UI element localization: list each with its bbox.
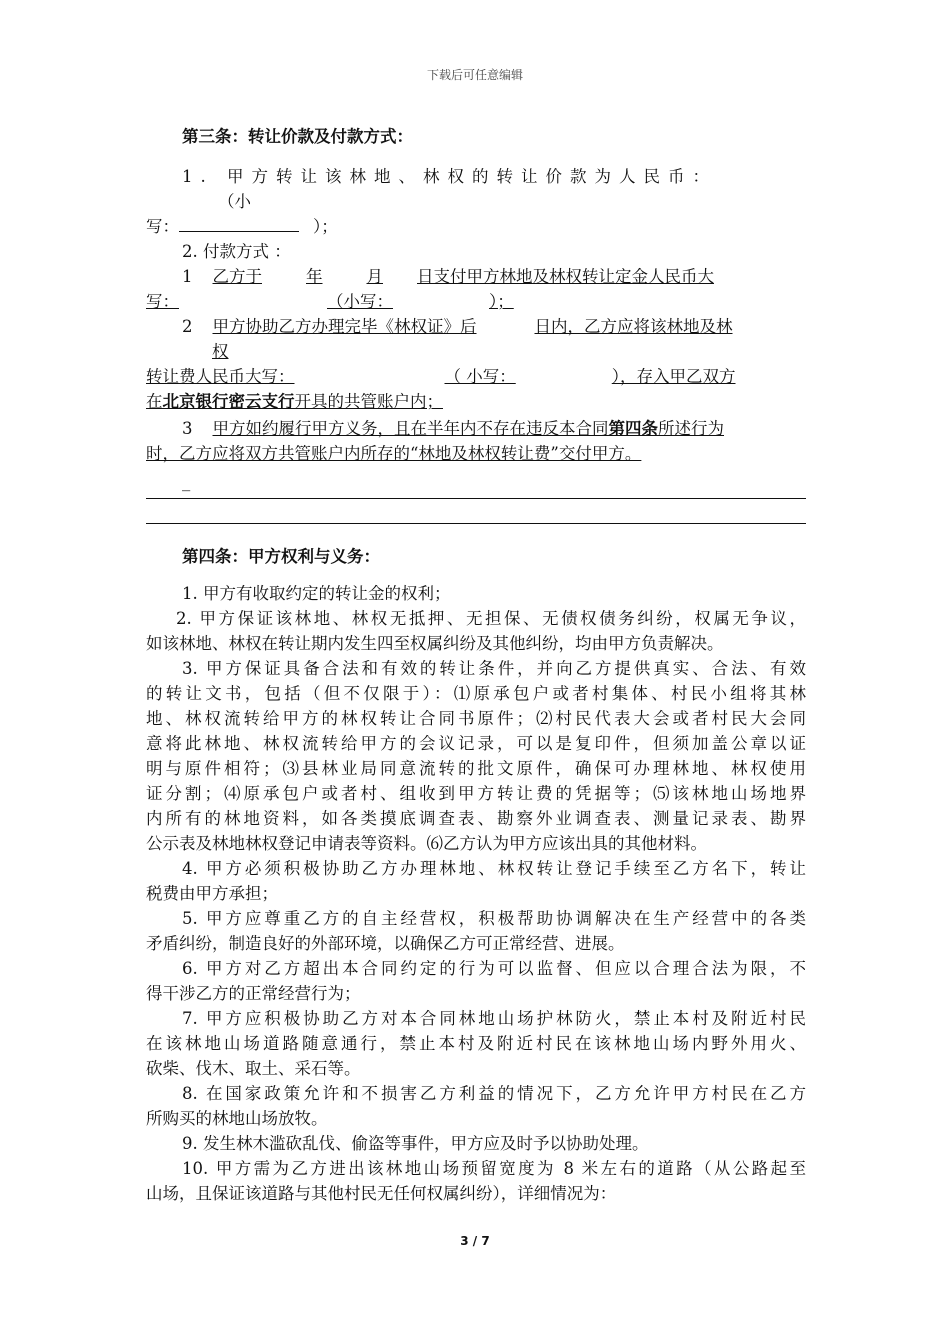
- section4-line: 内所有的林地资料，如各类摸底调查表、勘察外业调查表、测量记录表、勘界: [146, 809, 806, 828]
- section4-line: 矛盾纠纷，制造良好的外部环境，以确保乙方可正常经营、进展。: [146, 934, 625, 953]
- section4-body: [146, 581, 806, 1206]
- payment-3-line2: 时，乙方应将双方共管账户内所存的“林地及林权转让费”交付甲方。: [146, 444, 642, 463]
- payment-2-line3: 转让费人民币大写： （ 小写： ），存入甲乙双方: [146, 367, 736, 386]
- section4-line: 明与原件相符；⑶县林业局同意流转的批文原件，确保可办理林地、林权使用: [146, 759, 806, 778]
- payment-1-line2: 写： （小写： ）；: [146, 292, 514, 311]
- payment-3-num: 3: [182, 419, 193, 438]
- dash-mark: _: [182, 472, 191, 491]
- section4-line: 地、林权流转给甲方的林权转让合同书原件；⑵村民代表大会或者村民大会同: [146, 709, 806, 728]
- section4-line: 10. 甲方需为乙方进出该林地山场预留宽度为 8 米左右的道路（从公路起至: [182, 1159, 806, 1178]
- section4-line: 证分割；⑷原承包户或者村、组收到甲方转让费的凭据等；⑸该林地山场地界: [146, 784, 806, 803]
- item1-paren: （小: [218, 192, 251, 211]
- section4-line: 砍柴、伐木、取土、采石等。: [146, 1059, 361, 1078]
- section3-item1-line3: [146, 214, 806, 239]
- section4-line: 所购买的林地山场放牧。: [146, 1109, 328, 1128]
- payment-1-text: 乙方于 年 月 日支付甲方林地及林权转让定金人民币大: [212, 267, 714, 286]
- section4-line: 公示表及林地林权登记申请表等资料。⑹乙方认为甲方应该出具的其他材料。: [146, 834, 707, 853]
- section4-line: 2. 甲方保证该林地、林权无抵押、无担保、无债权债务纠纷，权属无争议，: [176, 609, 806, 628]
- payment-3-line1: 3 甲方如约履行甲方义务，且在半年内不存在违反本合同第四条所述行为: [182, 419, 724, 438]
- document-body: [146, 124, 806, 1206]
- bank-name: 北京银行密云支行: [162, 392, 295, 411]
- section4-line: 5. 甲方应尊重乙方的自主经营权，积极帮助协调解决在生产经营中的各类: [182, 909, 806, 928]
- section4-line: 7. 甲方应积极协助乙方对本合同林地山场护林防火，禁止本村及附近村民: [182, 1009, 806, 1028]
- section4-line: 意将此林地、林权流转给甲方的会议记录，可以是复印件，但须加盖公章以证: [146, 734, 806, 753]
- section3-item1-line2: [146, 189, 806, 214]
- section4-line: 8. 在国家政策允许和不损害乙方利益的情况下，乙方允许甲方村民在乙方: [182, 1084, 806, 1103]
- section4-line: 得干涉乙方的正常经营行为；: [146, 984, 361, 1003]
- section3-item2: 2. 付款方式 ：: [182, 242, 291, 261]
- section4-line: 在该林地山场道路随意通行，禁止本村及附近村民在该林地山场内野外用火、: [146, 1034, 806, 1053]
- section3-heading: 第三条：转让价款及付款方式：: [182, 127, 413, 146]
- item1-text: 1. 甲方转让该林地、林权的转让价款为人民币：: [182, 167, 717, 186]
- section4-line: 1. 甲方有收取约定的转让金的权利；: [182, 584, 451, 603]
- section4-line: 税费由甲方承担；: [146, 884, 278, 903]
- section4-heading: 第四条：甲方权利与义务：: [182, 547, 380, 566]
- section4-line: 的转让文书，包括（但不仅限于）：⑴原承包户或者村集体、村民小组将其林: [146, 684, 806, 703]
- section4-line: 6. 甲方对乙方超出本合同约定的行为可以监督、但应以合理合法为限，不: [182, 959, 806, 978]
- amount-blank: [179, 217, 299, 232]
- payment-1-num: 1: [182, 267, 193, 286]
- section4-line: 3. 甲方保证具备合法和有效的转让条件，并向乙方提供真实、合法、有效: [182, 659, 806, 678]
- payment-1-line1: [146, 264, 806, 289]
- payment-2-line4: 在北京银行密云支行开具的共管账户内；: [146, 392, 443, 411]
- page-header: 下载后可任意编辑: [426, 68, 523, 82]
- payment-2-num: 2: [182, 317, 193, 336]
- item1-close: ）；: [313, 217, 338, 236]
- item1-label: 写：: [146, 217, 179, 236]
- section3-item1-line1: [146, 164, 806, 189]
- section4-line: 9. 发生林木滥砍乱伐、偷盗等事件，甲方应及时予以协助处理。: [182, 1134, 649, 1153]
- section4-line: 如该林地、林权在转让期内发生四至权属纠纷及其他纠纷，均由甲方负责解决。: [146, 634, 724, 653]
- payment-2-line2: 权: [212, 342, 229, 361]
- page-number: 3 / 7: [460, 1234, 490, 1248]
- blank-rule-2: [146, 523, 806, 524]
- section4-line: 山场，且保证该道路与其他村民无任何权属纠纷），详细情况为：: [146, 1184, 617, 1203]
- blank-rule-1: [146, 498, 806, 499]
- payment-2-line1: 2 甲方协助乙方办理完毕《林权证》后 日内，乙方应将该林地及林: [182, 317, 733, 336]
- section4-line: 4. 甲方必须积极协助乙方办理林地、林权转让登记手续至乙方名下，转让: [182, 859, 806, 878]
